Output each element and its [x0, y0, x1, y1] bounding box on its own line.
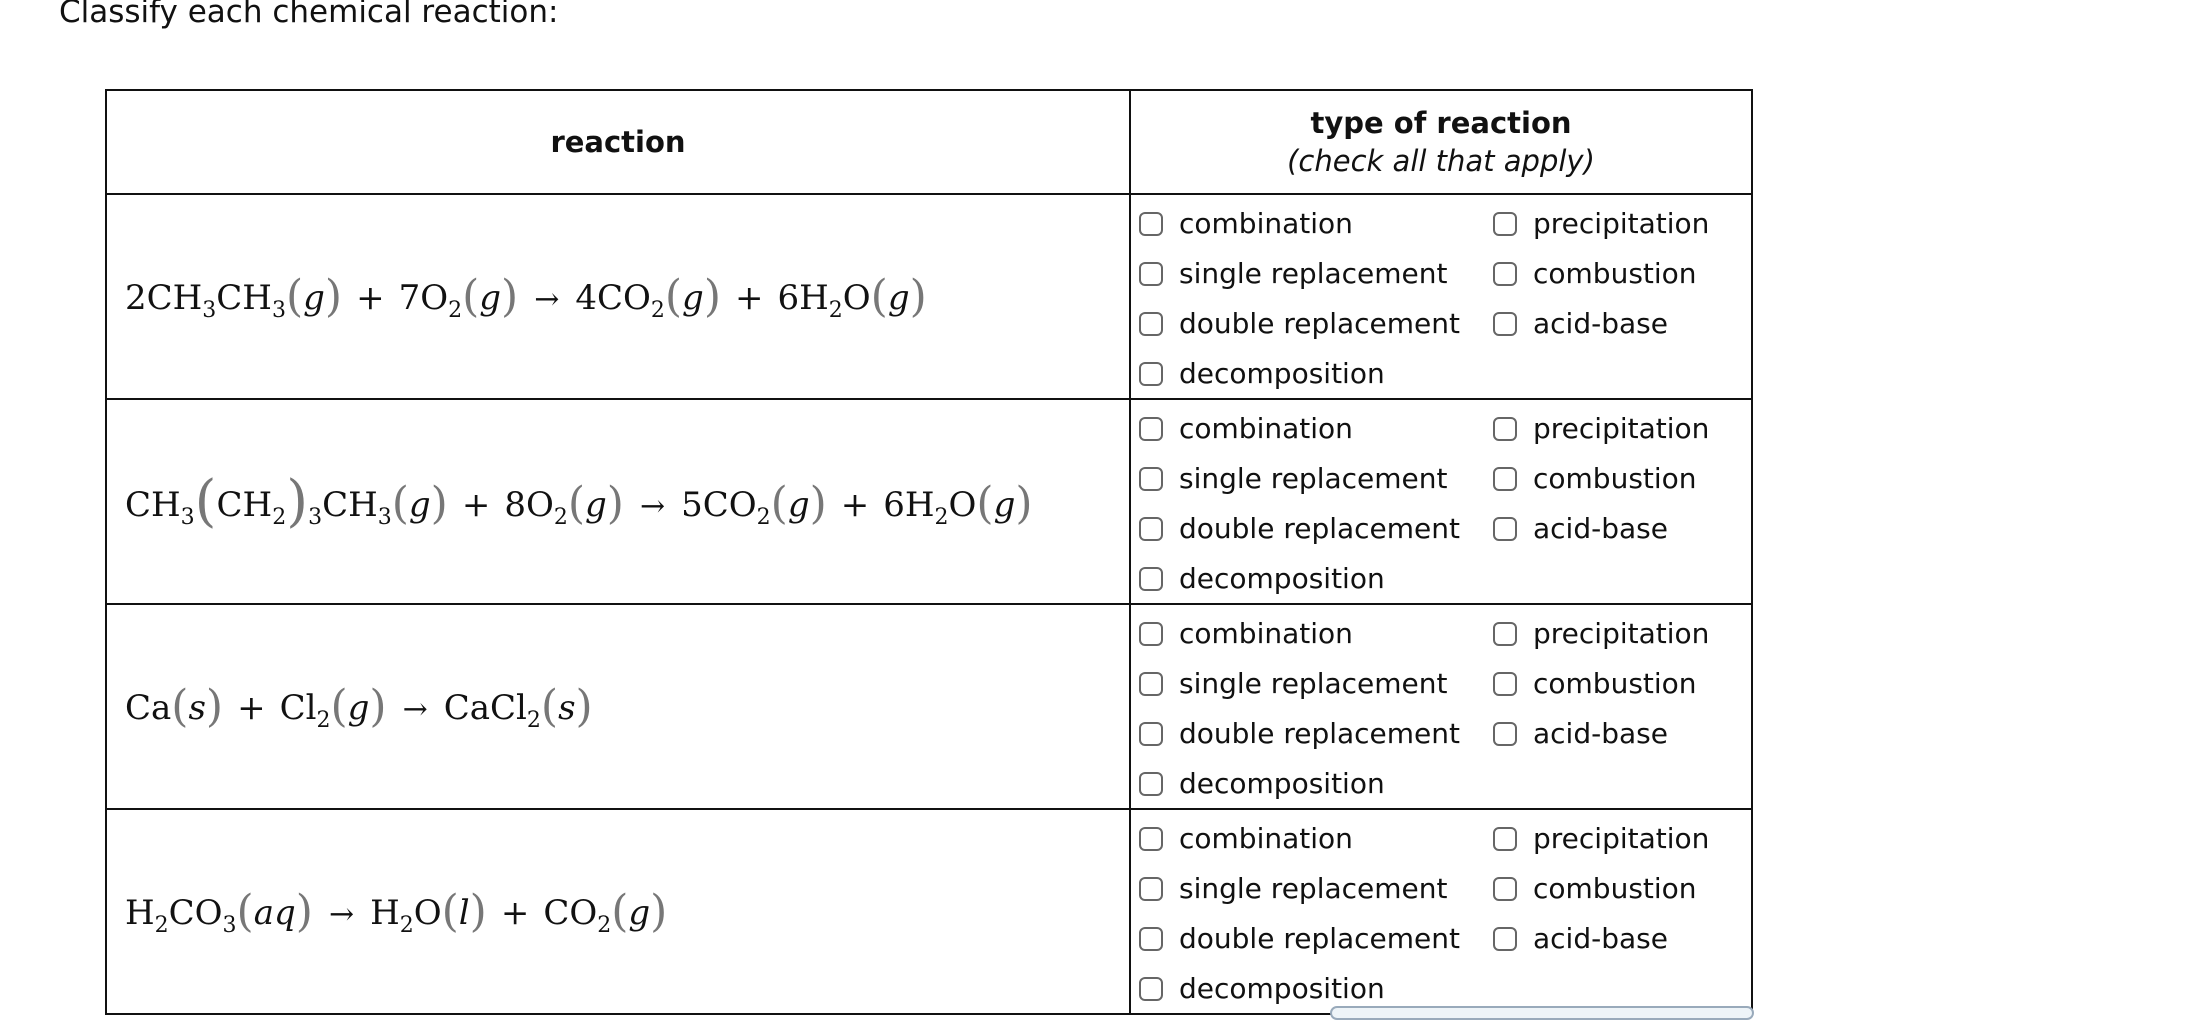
option-label: acid-base	[1533, 307, 1668, 340]
header-type-title: type of reaction	[1310, 106, 1572, 140]
checkbox[interactable]	[1493, 927, 1517, 951]
option-combustion[interactable]	[1493, 462, 1697, 495]
type-options	[1130, 194, 1752, 399]
option-combination[interactable]	[1139, 207, 1353, 240]
checkbox[interactable]	[1493, 827, 1517, 851]
question-prompt: Classify each chemical reaction:	[59, 0, 559, 30]
reaction-equation: $H_2CO_3(aq) \to H_2O(l) + CO_2(g)$	[106, 809, 1130, 1014]
option-combination[interactable]	[1139, 412, 1353, 445]
option-precipitation[interactable]	[1493, 412, 1709, 445]
checkbox[interactable]	[1493, 212, 1517, 236]
checkbox[interactable]	[1139, 827, 1163, 851]
option-label: single replacement	[1179, 667, 1448, 700]
checkbox[interactable]	[1139, 467, 1163, 491]
reaction-table	[105, 89, 1753, 1015]
option-label: double replacement	[1179, 307, 1461, 340]
checkbox[interactable]	[1139, 977, 1163, 1001]
checkbox[interactable]	[1139, 927, 1163, 951]
option-label: acid-base	[1533, 717, 1668, 750]
table-row	[106, 604, 1752, 809]
reaction-equation: $Ca(s) + Cl_2(g)$ → CaCl$_2$(s)	[106, 604, 1130, 809]
option-label: single replacement	[1179, 257, 1448, 290]
option-label: precipitation	[1533, 617, 1710, 650]
option-double-replacement[interactable]	[1139, 717, 1460, 750]
checkbox[interactable]	[1493, 417, 1517, 441]
option-double-replacement[interactable]	[1139, 307, 1460, 340]
checkbox[interactable]	[1139, 312, 1163, 336]
option-label: acid-base	[1533, 922, 1668, 955]
checkbox[interactable]	[1493, 467, 1517, 491]
option-single-replacement[interactable]	[1139, 667, 1447, 700]
option-label: combustion	[1533, 462, 1697, 495]
checkbox[interactable]	[1139, 772, 1163, 796]
checkbox[interactable]	[1139, 362, 1163, 386]
next-control-edge[interactable]	[1330, 1006, 1754, 1020]
option-decomposition[interactable]	[1139, 767, 1385, 800]
option-precipitation[interactable]	[1493, 822, 1709, 855]
option-label: combustion	[1533, 872, 1697, 905]
option-label: combination	[1179, 207, 1353, 240]
reaction-equation: $2CH_3CH_3(g) + 7O_2(g) \to 4CO_2(g) + 6H_2O(g)$	[106, 194, 1130, 399]
option-label: combination	[1179, 617, 1353, 650]
option-acid-base[interactable]	[1493, 307, 1668, 340]
checkbox[interactable]	[1139, 417, 1163, 441]
checkbox[interactable]	[1139, 722, 1163, 746]
option-combustion[interactable]	[1493, 257, 1697, 290]
option-label: combination	[1179, 822, 1353, 855]
option-label: combustion	[1533, 257, 1697, 290]
option-label: acid-base	[1533, 512, 1668, 545]
option-combination[interactable]	[1139, 822, 1353, 855]
option-label: decomposition	[1179, 767, 1385, 800]
option-label: decomposition	[1179, 972, 1385, 1005]
option-single-replacement[interactable]	[1139, 872, 1447, 905]
option-label: single replacement	[1179, 462, 1448, 495]
checkbox[interactable]	[1493, 672, 1517, 696]
option-single-replacement[interactable]	[1139, 257, 1447, 290]
option-decomposition[interactable]	[1139, 562, 1385, 595]
option-single-replacement[interactable]	[1139, 462, 1447, 495]
option-decomposition[interactable]	[1139, 972, 1385, 1005]
option-combustion[interactable]	[1493, 667, 1697, 700]
header-type	[1130, 90, 1752, 194]
option-acid-base[interactable]	[1493, 512, 1668, 545]
table-row	[106, 194, 1752, 399]
checkbox[interactable]	[1493, 517, 1517, 541]
table-row	[106, 809, 1752, 1014]
option-double-replacement[interactable]	[1139, 512, 1460, 545]
header-type-subtitle: (check all that apply)	[1287, 144, 1595, 178]
option-label: single replacement	[1179, 872, 1448, 905]
option-acid-base[interactable]	[1493, 922, 1668, 955]
checkbox[interactable]	[1139, 262, 1163, 286]
checkbox[interactable]	[1139, 877, 1163, 901]
reaction-equation: $CH_3(CH_2)_3CH_3(g) + 8O_2(g) \to 5CO_2(g) + 6H_2O(g)$	[106, 399, 1130, 604]
checkbox[interactable]	[1493, 622, 1517, 646]
checkbox[interactable]	[1139, 622, 1163, 646]
option-label: double replacement	[1179, 922, 1461, 955]
checkbox[interactable]	[1139, 517, 1163, 541]
checkbox[interactable]	[1139, 212, 1163, 236]
checkbox[interactable]	[1139, 672, 1163, 696]
table-header-row	[106, 90, 1752, 194]
option-precipitation[interactable]	[1493, 617, 1709, 650]
option-double-replacement[interactable]	[1139, 922, 1460, 955]
option-label: precipitation	[1533, 822, 1710, 855]
table-row	[106, 399, 1752, 604]
type-options	[1130, 809, 1752, 1014]
option-label: combustion	[1533, 667, 1697, 700]
checkbox[interactable]	[1493, 722, 1517, 746]
type-options	[1130, 604, 1752, 809]
checkbox[interactable]	[1493, 877, 1517, 901]
option-label: double replacement	[1179, 512, 1461, 545]
header-reaction: reaction	[106, 90, 1130, 194]
option-precipitation[interactable]	[1493, 207, 1709, 240]
option-label: combination	[1179, 412, 1353, 445]
option-label: precipitation	[1533, 207, 1710, 240]
option-label: decomposition	[1179, 562, 1385, 595]
option-acid-base[interactable]	[1493, 717, 1668, 750]
option-combustion[interactable]	[1493, 872, 1697, 905]
option-combination[interactable]	[1139, 617, 1353, 650]
type-options	[1130, 399, 1752, 604]
option-label: precipitation	[1533, 412, 1710, 445]
option-decomposition[interactable]	[1139, 357, 1385, 390]
checkbox[interactable]	[1493, 262, 1517, 286]
option-label: double replacement	[1179, 717, 1461, 750]
checkbox[interactable]	[1139, 567, 1163, 591]
option-label: decomposition	[1179, 357, 1385, 390]
checkbox[interactable]	[1493, 312, 1517, 336]
